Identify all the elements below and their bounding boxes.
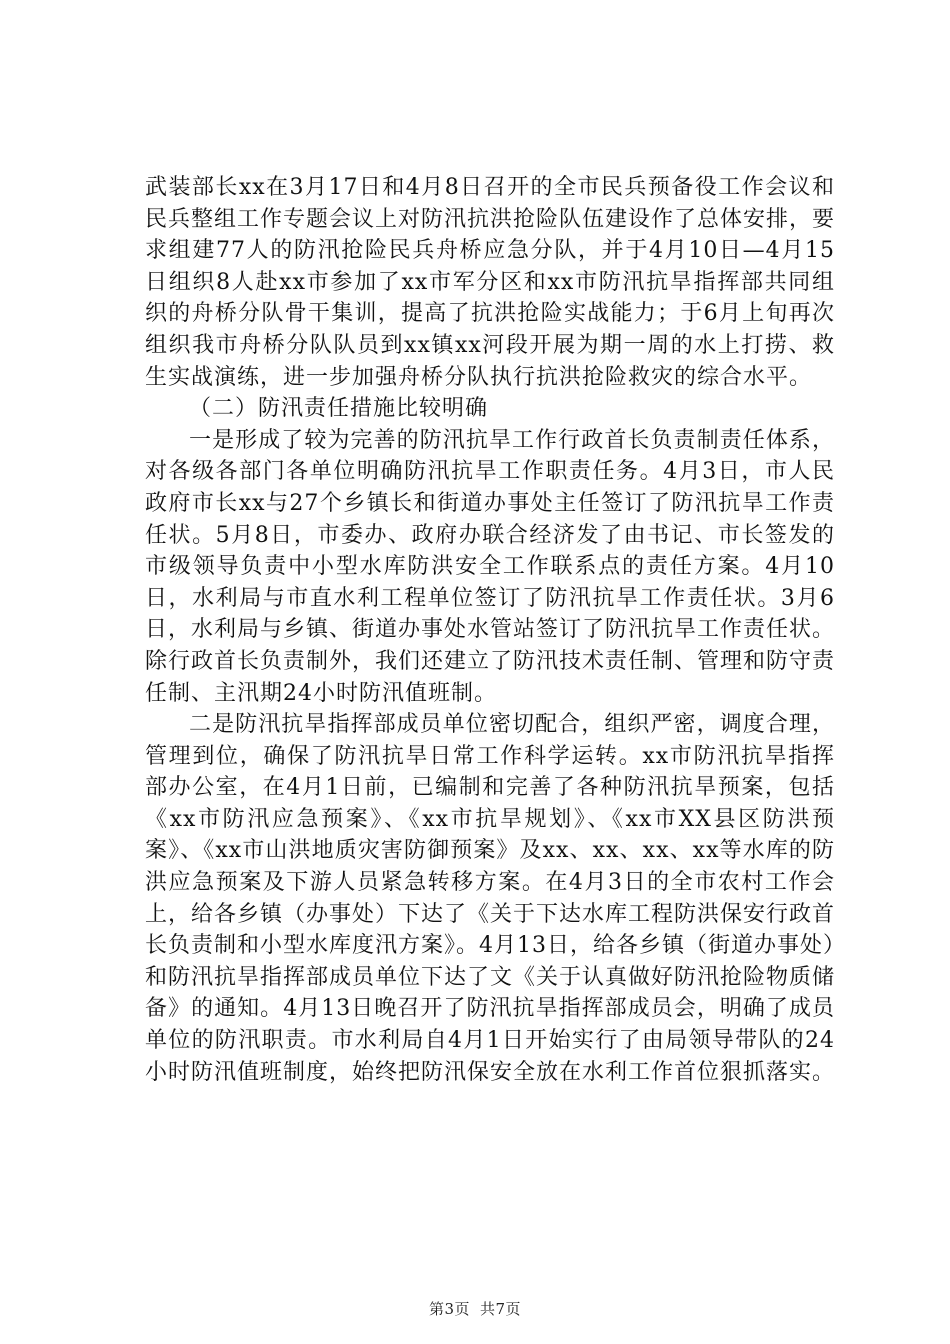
page-number-current: 第3页: [428, 1300, 470, 1318]
paragraph-first-point: 一是形成了较为完善的防汛抗旱工作行政首长负责制责任体系，对各级各部门各单位明确防汛抗旱工作职责任务。4月3日，市人民政府市长xx与27个乡镇长和街道办事处主任签订了防汛抗旱工作责任状。5月8日，市委办、政府办联合经济发了由书记、市长签发的市级领导负责中小型水库防洪安全工作联系点的责任方案。4月10日，水利局与市直水利工程单位签订了防汛抗旱工作责任状。3月6日，水利局与乡镇、街道办事处水管站签订了防汛抗旱工作责任状。除行政首长负责制外，我们还建立了防汛技术责任制、管理和防守责任制、主汛期24小时防汛值班制。: [145, 427, 836, 706]
page-footer: [0, 1298, 950, 1319]
document-body: [145, 172, 835, 1088]
page-number-total: 共7页: [480, 1300, 522, 1318]
paragraph-continuation: 武装部长xx在3月17日和4月8日召开的全市民兵预备役工作会议和民兵整组工作专题会议上对防汛抗洪抢险队伍建设作了总体安排，要求组建77人的防汛抢险民兵舟桥应急分队，并于4月10日—4月15日组织8人赴xx市参加了xx市军分区和xx市防汛抗旱指挥部共同组织的舟桥分队骨干集训，提高了抗洪抢险实战能力；于6月上旬再次组织我市舟桥分队队员到xx镇xx河段开展为期一周的水上打捞、救生实战演练，进一步加强舟桥分队执行抗洪抢险救灾的综合水平。: [145, 175, 836, 390]
section-heading: （二）防汛责任措施比较明确: [189, 396, 489, 422]
paragraph-second-point: 二是防汛抗旱指挥部成员单位密切配合，组织严密，调度合理，管理到位，确保了防汛抗旱日常工作科学运转。xx市防汛抗旱指挥部办公室，在4月1日前，已编制和完善了各种防汛抗旱预案，包括《xx市防汛应急预案》、《xx市抗旱规划》、《xx市XX县区防洪预案》、《xx市山洪地质灾害防御预案》及xx、xx、xx、xx等水库的防洪应急预案及下游人员紧急转移方案。在4月3日的全市农村工作会上，给各乡镇（办事处）下达了《关于下达水库工程防洪保安行政首长负责制和小型水库度汛方案》。4月13日，给各乡镇（街道办事处）和防汛抗旱指挥部成员单位下达了文《关于认真做好防汛抢险物质储备》的通知。4月13日晚召开了防汛抗旱指挥部成员会，明确了成员单位的防汛职责。市水利局自4月1日开始实行了由局领导带队的24小时防汛值班制度，始终把防汛保安全放在水利工作首位狠抓落实。: [145, 712, 836, 1085]
